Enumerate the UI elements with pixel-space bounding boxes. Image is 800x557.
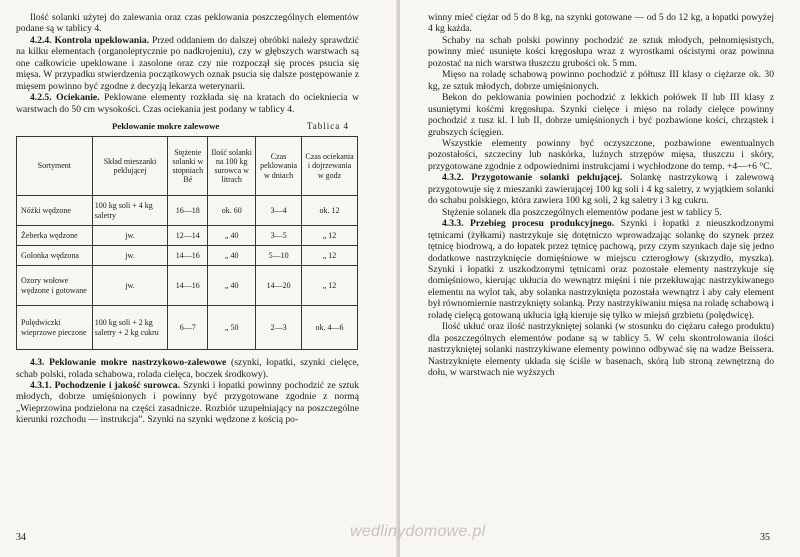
table-header: Czas ociekania i dojrzewania w godz — [302, 137, 358, 196]
table-cell: „ 40 — [208, 266, 256, 306]
table-row — [17, 246, 358, 266]
table-cell: „ 12 — [302, 266, 358, 306]
section-text: Przed oddaniem do dalszej obróbki należy sprawdzić na kilku elementach (organoleptycznie po nadkrojeniu), czy w głębszych warstwach są one całkowicie upeklowane i zasolone oraz czy nie rozpoczął się proces psucia się mięsa. W przypadku stwierdzenia początkowych oznak psucia się dalsze postępowanie z mięsem powinno być zgodne z decyzją lekarza weterynarii. — [16, 34, 359, 92]
table-row — [17, 266, 358, 306]
table-cell: 16—18 — [168, 196, 208, 226]
paragraph: Wszystkie elementy powinny być oczyszczone, pozbawione ewentualnych pozostałości, szczeciny lub naskórka, luźnych strzępów mięsa, tłuszczu i skóry, przygotowane zgodnie z odpowiednimi instrukcjami i wychłodzone do temp. +4—+6 °C. — [428, 137, 774, 172]
section-4-2-4 — [16, 35, 359, 92]
section-heading: 4.3.1. Pochodzenie i jakość surowca. — [30, 379, 181, 391]
paragraph: winny mieć ciężar od 5 do 8 kg, na szynki gotowane — od 5 do 12 kg, a łopatki powyżej 4 kg każda. — [428, 12, 774, 35]
table-cell: „ 50 — [208, 306, 256, 350]
table-cell: jw. — [92, 246, 168, 266]
table-cell: „ 12 — [302, 226, 358, 246]
table-row — [17, 306, 358, 350]
section-text: Peklowane elementy rozkłada się na kratach do ociekniecia w warstwach do 50 cm wysokości. Czas ociekania jest podany w tablicy 4. — [16, 92, 359, 115]
page-number: 35 — [760, 532, 770, 543]
table-cell: 14—16 — [168, 246, 208, 266]
table-row — [17, 196, 358, 226]
table-cell: Żeberka wędzone — [17, 226, 93, 246]
paragraph: Schaby na schab polski powinny pochodzić ze sztuk młodych, pełnomięsistych, powinny mieć usunięte kości kręgosłupa wraz z wyrostkami ościstymi oraz powinna pozostać na nich warstwa tłuszczu grubości ok. 5 mm. — [428, 34, 774, 69]
pickling-table — [16, 136, 358, 350]
table-cell: ok. 4—6 — [302, 306, 358, 350]
table-row — [17, 226, 358, 246]
section-text: Solankę nastrzykową i zalewową przygotowuje się z mieszanki zawierającej 100 kg soli i 4 kg saletry, z wyjątkiem solanki do schabu polskiego, która zawiera 100 kg soli, 2 kg saletry i 3 kg cukru. — [428, 172, 774, 207]
table-header: Czas peklowania w dniach — [256, 137, 302, 196]
section-heading: 4.3.3. Przebieg procesu produkcyjnego. — [442, 218, 615, 230]
table-cell: 3—4 — [256, 196, 302, 226]
section-text: Szynki i łopatki powinny pochodzić ze sztuk młodych, dobrze umięśnionych i powinny być przygotowane zgodnie z normą „Wieprzowina podzielona na części zasadnicze. Rozbiór uzupełniający na poszczególne kierunki rozchodu — instrukcja”. Szynki na szynki wędzone z kością po- — [16, 379, 360, 426]
paragraph: Mięso na roladę schabową powinno pochodzić z półtusz III klasy o ciężarze ok. 30 kg, ze sztuk młodych, dobrze umięśnionych. — [428, 69, 774, 92]
table-cell: „ 12 — [302, 246, 358, 266]
table-header: Stężenie solanki w stopniach Bé — [168, 137, 208, 196]
table-cell: Polędwiczki wieprzowe pieczone — [17, 306, 93, 350]
right-column — [428, 12, 774, 379]
section-heading: 4.3. Peklowanie mokre nastrzykowo-zalewowe — [30, 357, 227, 369]
table-cell: Ozory wołowe wędzone i gotowane — [17, 266, 93, 306]
section-4-2-5 — [16, 92, 359, 115]
table-cell: 5—10 — [256, 246, 302, 266]
section-text: Szynki i łopatki z nieuszkodzonymi tętnicami (żyłkami) nastrzykuje się dotętniczo wprowadzając solankę do szynek przez tętnicę biodrową, a do łopatek przez tętnicę pachową, przy czym szynkach daje się jedno dodatkowe nastrzyknięcie domięśniowe w miejscu czterogłowy (skrzydło, myszka). Szynki i łopatki z uszkodzonymi tętnicami oraz pozostałe elementy nastrzykuje się domięśniowo, kierując ukłucia do wewnątrz mięśni i nie przekłuwając nastrzykiwanego elementu na wylot tak, aby solanka nastrzyknięta pozostała wewnątrz i aby cały element był równomiernie nastrzyknięty solanką. Przy nastrzykiwaniu mięsa na roladę schabową i roladę cielęcą gotowaną ukłucia igłą kieruje się tylko w miejsń grzbietu (polędwicę). — [428, 218, 774, 321]
section-heading: 4.2.5. Ociekanie. — [30, 92, 100, 104]
table-title: Peklowanie mokre zalewowe — [112, 121, 220, 132]
table-cell: ok. 12 — [302, 196, 358, 226]
table-caption — [16, 121, 359, 133]
table-cell: ok. 60 — [208, 196, 256, 226]
table-cell: jw. — [92, 266, 168, 306]
table-cell: 14—16 — [168, 266, 208, 306]
section-4-3-1 — [16, 380, 359, 426]
table-cell: jw. — [92, 226, 168, 246]
left-column — [16, 12, 359, 426]
left-page — [0, 0, 398, 557]
section-4-3-2 — [428, 172, 774, 206]
table-header: Skład mieszanki peklującej — [92, 137, 168, 196]
table-cell: „ 40 — [208, 226, 256, 246]
table-cell: 12—14 — [168, 226, 208, 246]
table-cell: 100 kg soli + 4 kg saletry — [92, 196, 168, 226]
paragraph: Bekon do peklowania powinien pochodzić z lekkich połówek II lub III klasy z usuniętymi kośćmi kręgosłupa. Szynki cielęce i mięso na rolady cielęce powinny pochodzić z tusz kl. I lub II, dobrze umięśnionych i być pozbawione kości, chrząstek i grubszych ścięgien. — [428, 92, 774, 138]
right-page — [400, 0, 800, 557]
section-text: (szynki, łopatki, szynki cielęce, schab polski, rolada schabowa, rolada cielęca, boczek środkowy). — [16, 357, 360, 380]
section-heading: 4.2.4. Kontrola upeklowania. — [30, 34, 150, 46]
paragraph: Stężenie solanek dla poszczególnych elementów podane jest w tablicy 5. — [442, 206, 722, 218]
table-header: Ilość solanki na 100 kg surowca w litrach — [208, 137, 256, 196]
paragraph: Ilość ukłuć oraz ilość nastrzykniętej solanki (w stosunku do ciężaru całego produktu) dla poszczególnych elementów podane są w tablicy 5. W celu skontrolowania ilości nastrzykniętej solanki nastrzykiwane elementy powinno odbywać się na wadze Beissera. Nastrzyknięte elementy układa się ściśle w basenach, skórą lub stroną zewnętrzną do dołu, w warstwach nie wyższych — [428, 321, 774, 379]
table-header-row — [17, 137, 358, 196]
table-cell: „ 40 — [208, 246, 256, 266]
section-heading: 4.3.2. Przygotowanie solanki peklującej. — [442, 172, 623, 184]
table-cell: 100 kg soli + 2 kg saletry + 2 kg cukru — [92, 306, 168, 350]
table-cell: 14—20 — [256, 266, 302, 306]
table-cell: 2—3 — [256, 306, 302, 350]
section-4-3-3 — [428, 218, 774, 321]
watermark: wedlinydomowe.pl — [350, 523, 486, 540]
section-4-3 — [16, 357, 359, 380]
table-cell: 3—5 — [256, 226, 302, 246]
table-cell: 6—7 — [168, 306, 208, 350]
table-cell: Nóżki wędzone — [17, 196, 93, 226]
intro-paragraph: Ilość solanki użytej do zalewania oraz czas peklowania poszczególnych elementów podane są w tablicy 4. — [16, 12, 359, 35]
table-cell: Golonka wędzona — [17, 246, 93, 266]
table-number: Tablica 4 — [306, 121, 349, 132]
page-number: 34 — [16, 532, 26, 543]
table-header: Sortyment — [17, 137, 93, 196]
